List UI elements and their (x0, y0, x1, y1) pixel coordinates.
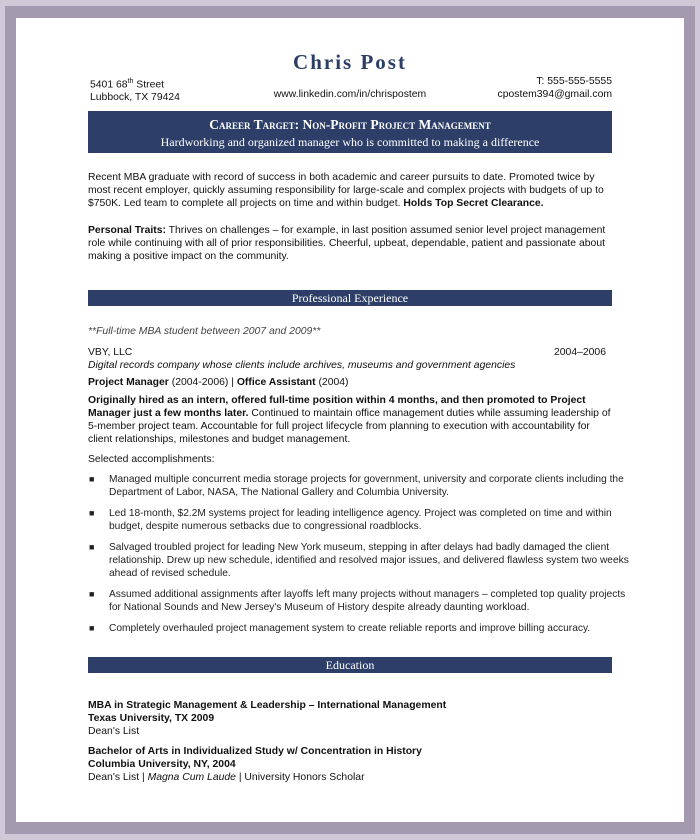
resume-page (16, 18, 684, 822)
accomplishment-text: Salvaged troubled project for leading New York museum, stepping in after delays had badly damaged the client relationship. Drew up new schedule, identified and resolved major issues, and delivered flawless system two weeks ahead of revised schedule. (109, 542, 629, 579)
address-line1: 5401 68 (90, 79, 128, 91)
honors-2 (88, 771, 422, 784)
accomplishment-item (89, 507, 629, 533)
company-name: VBY, LLC (88, 347, 133, 358)
career-target-title: Career Target: Non-Profit Project Management (209, 117, 491, 132)
accomplishments-list (89, 473, 629, 643)
honors-2b: Magna Cum Laude (147, 772, 236, 783)
company-dates: 2004–2006 (553, 347, 606, 358)
personal-traits (88, 224, 614, 263)
career-target-banner (88, 111, 612, 153)
promotion-text: Continued to maintain office management duties while assuming leadership of 5-member project team. Accountable for full project lifecycle from planning to execution with accountability for client relationships, milestones and budget management. (88, 408, 611, 445)
honors-2a: Dean's List | (88, 772, 148, 783)
education-heading: Education (88, 657, 612, 673)
accomplishment-text: Managed multiple concurrent media storage projects for government, university and corporate clients including the Department of Labor, NASA, The National Gallery and Columbia University. (109, 474, 624, 498)
role-pm-years: (2004-2006) | (168, 377, 237, 388)
summary-bold: Holds Top Secret Clearance. (403, 198, 544, 209)
honors-1: Dean's List (88, 726, 140, 737)
bullet-icon: ■ (89, 589, 95, 599)
address-line2: Lubbock, TX 79424 (90, 92, 180, 104)
bullet-icon: ■ (89, 623, 95, 633)
accomplishments-label: Selected accomplishments: (88, 454, 215, 465)
accomplishment-item (89, 473, 629, 499)
experience-heading: Professional Experience (88, 290, 612, 306)
contact (498, 75, 613, 101)
resume-name: Chris Post (293, 50, 407, 74)
education-entry-1 (88, 699, 446, 738)
career-target-subtitle: Hardworking and organized manager who is committed to making a difference (160, 135, 540, 149)
degree-2: Bachelor of Arts in Individualized Study w/ Concentration in History (88, 746, 422, 757)
bullet-icon: ■ (89, 508, 95, 518)
traits-text: Thrives on challenges – for example, in last position assumed senior level project management role while continuing with all of prior responsibilities. Cheerful, upbeat, dependable, patient and passionate about making a positive impact on the community. (88, 225, 606, 262)
school-2: Columbia University, NY, 2004 (88, 759, 236, 770)
phone: T: 555-555-5555 (536, 76, 612, 87)
education-entry-2 (88, 745, 422, 784)
roles (88, 376, 349, 389)
school-1: Texas University, TX 2009 (88, 713, 215, 724)
honors-2c: | University Honors Scholar (235, 772, 365, 783)
accomplishment-text: Led 18-month, $2.2M systems project for leading intelligence agency. Project was completed on time and within budget, despite numerous setbacks due to congressional roadblocks. (109, 508, 612, 532)
accomplishment-item (89, 541, 629, 580)
role-project-manager: Project Manager (88, 377, 169, 388)
accomplishment-text: Assumed additional assignments after layoffs left many projects without managers – completed top quality projects for National Sounds and New Jersey's Museum of History despite already daunting workload. (109, 589, 626, 613)
accomplishment-item (89, 622, 629, 635)
address-sup: th (127, 78, 134, 85)
promotion-paragraph (88, 394, 616, 446)
traits-label: Personal Traits: (88, 225, 166, 236)
role-office-assistant: Office Assistant (236, 377, 316, 388)
bullet-icon: ■ (89, 474, 95, 484)
address-line1-rest: Street (133, 79, 165, 91)
email-link[interactable]: cpostem394@gmail.com (497, 89, 612, 100)
summary-text: Recent MBA graduate with record of success in both academic and career pursuits to date. Promoted twice by most recent employer, quickly assuming responsibility for large-scale and complex projects with budgets of up to $750K. Led team to complete all projects on time and within budget. (88, 172, 604, 209)
accomplishment-text: Completely overhauled project management system to create reliable reports and improve billing accuracy. (109, 623, 591, 634)
linkedin-link[interactable]: www.linkedin.com/in/chrispostem (273, 89, 427, 100)
mba-note: **Full-time MBA student between 2007 and 2009** (88, 326, 321, 337)
accomplishment-item (89, 588, 629, 614)
bullet-icon: ■ (89, 542, 95, 552)
role-oa-years: (2004) (315, 377, 349, 388)
promotion-bold: Originally hired as an intern, offered full-time position within 4 months, and then promoted to Project Manager just a few months later. (88, 395, 586, 419)
company-description: Digital records company whose clients include archives, museums and government agencies (88, 360, 516, 371)
degree-1: MBA in Strategic Management & Leadership – International Management (88, 700, 447, 711)
summary-paragraph (88, 171, 614, 210)
